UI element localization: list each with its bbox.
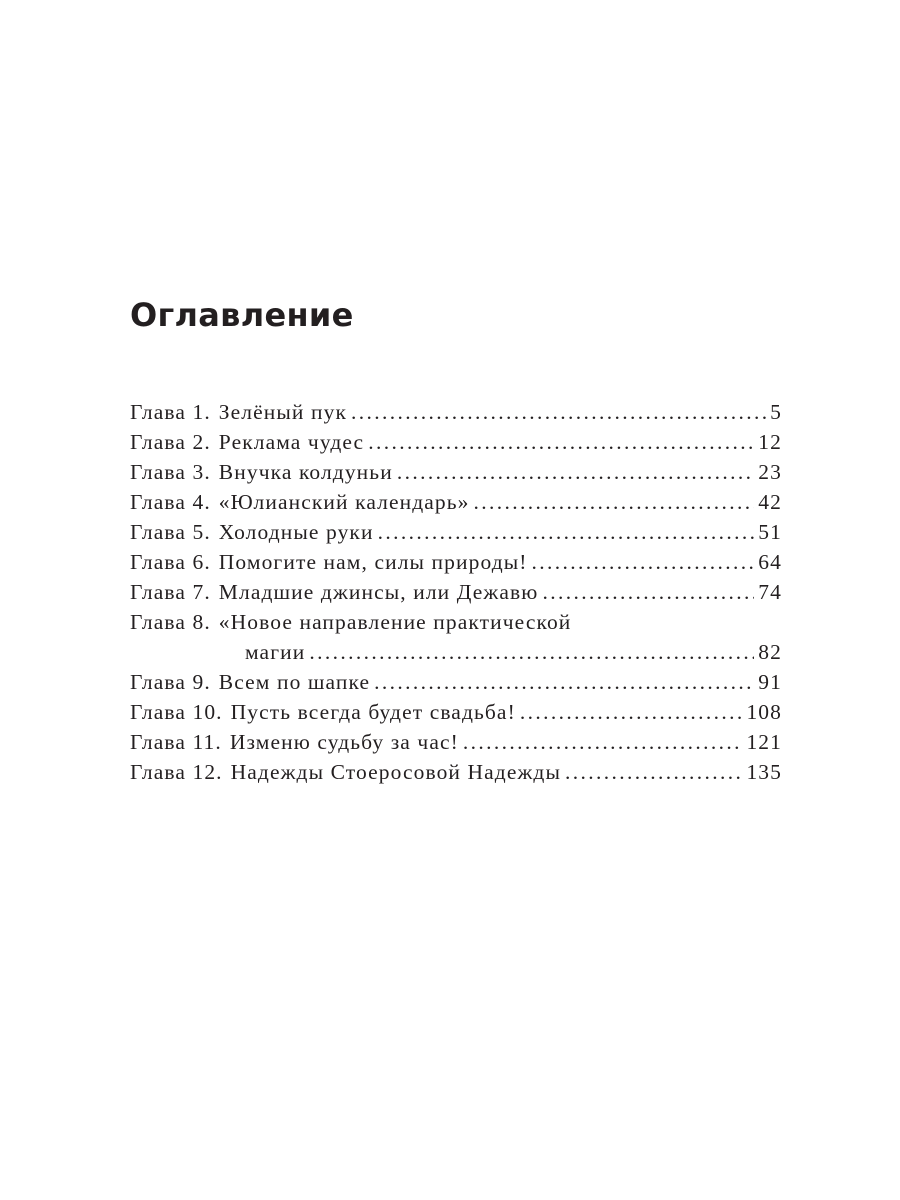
chapter-number: Глава 2. xyxy=(130,430,211,454)
chapter-title: Всем по шапке xyxy=(218,670,371,694)
toc-entry[interactable] xyxy=(130,667,782,697)
leader-dots xyxy=(378,517,755,547)
leader-dots xyxy=(532,547,755,577)
chapter-title: «Юлианский календарь» xyxy=(218,490,470,514)
chapter-number: Глава 3. xyxy=(130,460,211,484)
chapter-title: Внучка колдуньи xyxy=(218,460,393,484)
page-number: 51 xyxy=(758,520,782,544)
leader-dots xyxy=(309,637,754,667)
toc-entry[interactable] xyxy=(130,517,782,547)
chapter-title: Пусть всегда будет свадьба! xyxy=(230,700,516,724)
page-number: 108 xyxy=(746,700,782,724)
page-number: 5 xyxy=(770,400,782,424)
page-number: 12 xyxy=(758,430,782,454)
page-number: 121 xyxy=(746,730,782,754)
chapter-number: Глава 4. xyxy=(130,490,211,514)
leader-dots xyxy=(542,577,754,607)
chapter-title: Холодные руки xyxy=(218,520,374,544)
page-number: 82 xyxy=(758,640,782,664)
page-number: 42 xyxy=(758,490,782,514)
chapter-title: Младшие джинсы, или Дежавю xyxy=(218,580,539,604)
chapter-number: Глава 7. xyxy=(130,580,211,604)
page-title: Оглавление xyxy=(130,296,354,334)
toc-entry[interactable] xyxy=(130,397,782,427)
chapter-title-continuation: магии xyxy=(245,640,306,664)
chapter-number: Глава 11. xyxy=(130,730,222,754)
page-number: 91 xyxy=(758,670,782,694)
page-number: 74 xyxy=(758,580,782,604)
toc-entry[interactable] xyxy=(130,757,782,787)
chapter-title: Надежды Стоеросовой Надежды xyxy=(230,760,561,784)
leader-dots xyxy=(374,667,754,697)
toc-entry[interactable] xyxy=(130,427,782,457)
toc-entry[interactable] xyxy=(130,727,782,757)
chapter-number: Глава 10. xyxy=(130,700,223,724)
toc-entry[interactable] xyxy=(130,607,782,637)
chapter-number: Глава 1. xyxy=(130,400,211,424)
chapter-number: Глава 5. xyxy=(130,520,211,544)
leader-dots xyxy=(397,457,754,487)
toc-entry[interactable] xyxy=(130,487,782,517)
page-number: 135 xyxy=(746,760,782,784)
leader-dots xyxy=(520,697,743,727)
leader-dots xyxy=(368,427,754,457)
chapter-number: Глава 12. xyxy=(130,760,223,784)
leader-dots xyxy=(351,397,766,427)
table-of-contents xyxy=(130,397,782,787)
chapter-number: Глава 6. xyxy=(130,550,211,574)
chapter-number: Глава 9. xyxy=(130,670,211,694)
chapter-title: Зелёный пук xyxy=(218,400,348,424)
toc-entry[interactable] xyxy=(130,457,782,487)
toc-entry[interactable] xyxy=(130,697,782,727)
chapter-title: Реклама чудес xyxy=(218,430,365,454)
chapter-title: «Новое направление практической xyxy=(218,610,572,634)
chapter-number: Глава 8. xyxy=(130,610,211,634)
toc-entry[interactable] xyxy=(130,577,782,607)
leader-dots xyxy=(474,487,755,517)
chapter-title: Помогите нам, силы природы! xyxy=(218,550,528,574)
toc-entry-continuation[interactable] xyxy=(130,637,782,667)
leader-dots xyxy=(463,727,743,757)
toc-entry[interactable] xyxy=(130,547,782,577)
chapter-title: Изменю судьбу за час! xyxy=(229,730,459,754)
leader-dots xyxy=(565,757,742,787)
page-number: 64 xyxy=(758,550,782,574)
page-number: 23 xyxy=(758,460,782,484)
